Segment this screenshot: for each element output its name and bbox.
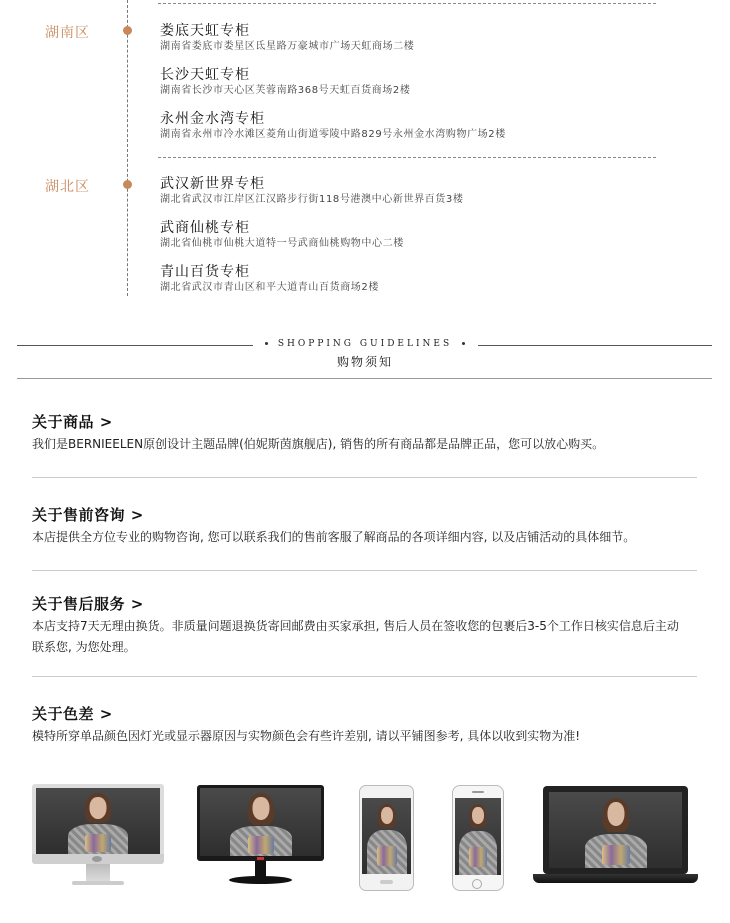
imac-icon <box>32 784 164 890</box>
divider <box>158 157 656 158</box>
store-item <box>160 111 506 141</box>
store-item <box>160 264 379 294</box>
guidelines-title-cn: 购物须知 <box>336 355 393 369</box>
store-name: 青山百货专柜 <box>160 264 250 280</box>
laptop-icon <box>533 786 698 890</box>
store-item <box>160 220 404 250</box>
timeline-line <box>127 0 128 296</box>
region-label-hubei: 湖北区 <box>45 179 90 195</box>
store-name: 永州金水湾专柜 <box>160 111 265 127</box>
store-name: 武商仙桃专柜 <box>160 220 250 236</box>
header-rule-bottom <box>17 378 712 379</box>
section-divider <box>32 676 697 677</box>
store-item <box>160 23 414 53</box>
section-title-presale: 关于售前咨询 > <box>32 506 144 524</box>
iphone-icon <box>452 785 504 891</box>
section-body-color: 模特所穿单品颜色因灯光或显示器原因与实物颜色会有些许差别, 请以平铺图参考, 具体以收到实物为准! <box>32 729 581 743</box>
section-body-aftersale: 本店支持7天无理由换货。非质量问题退换货寄回邮费由买家承担, 售后人员在签收您的包裹后3-5个工作日核实信息后主动联系您, 为您处理。 <box>32 619 679 654</box>
divider <box>158 3 656 4</box>
store-address: 湖南省长沙市天心区芙蓉南路368号天虹百货商场2楼 <box>160 85 411 96</box>
store-address: 湖北省武汉市江岸区江汉路步行街118号港澳中心新世界百货3楼 <box>160 194 464 205</box>
section-divider <box>32 477 697 478</box>
section-title-product: 关于商品 > <box>32 413 113 431</box>
monitor-icon <box>197 785 324 891</box>
timeline-dot <box>123 180 132 189</box>
store-name: 武汉新世界专柜 <box>160 176 265 192</box>
store-name: 娄底天虹专柜 <box>160 23 250 39</box>
section-title-color: 关于色差 > <box>32 705 113 723</box>
guidelines-title-en-text: SHOPPING GUIDELINES <box>277 339 453 349</box>
region-label-hunan: 湖南区 <box>45 25 90 41</box>
timeline-dot <box>123 26 132 35</box>
bullet <box>462 342 465 345</box>
store-item <box>160 67 410 97</box>
section-body-product: 我们是BERNIEELEN原创设计主题品牌(伯妮斯茵旗舰店), 销售的所有商品都是品牌正品，您可以放心购买。 <box>32 437 605 451</box>
section-body-presale: 本店提供全方位专业的购物咨询, 您可以联系我们的售前客服了解商品的各项详细内容, 以及店铺活动的具体细节。 <box>32 530 636 544</box>
section-title-aftersale: 关于售后服务 > <box>32 595 144 613</box>
store-address: 湖南省永州市冷水滩区菱角山街道零陵中路829号永州金水湾购物广场2楼 <box>160 129 506 140</box>
store-address: 湖北省武汉市青山区和平大道青山百货商场2楼 <box>160 282 379 293</box>
store-item <box>160 176 463 206</box>
bullet <box>265 342 268 345</box>
store-address: 湖南省娄底市娄星区氐星路万豪城市广场天虹商场二楼 <box>160 41 415 52</box>
section-divider <box>32 570 697 571</box>
guidelines-title-en <box>0 339 730 349</box>
phone-white-icon <box>359 785 414 891</box>
store-name: 长沙天虹专柜 <box>160 67 250 83</box>
store-address: 湖北省仙桃市仙桃大道特一号武商仙桃购物中心二楼 <box>160 238 404 249</box>
